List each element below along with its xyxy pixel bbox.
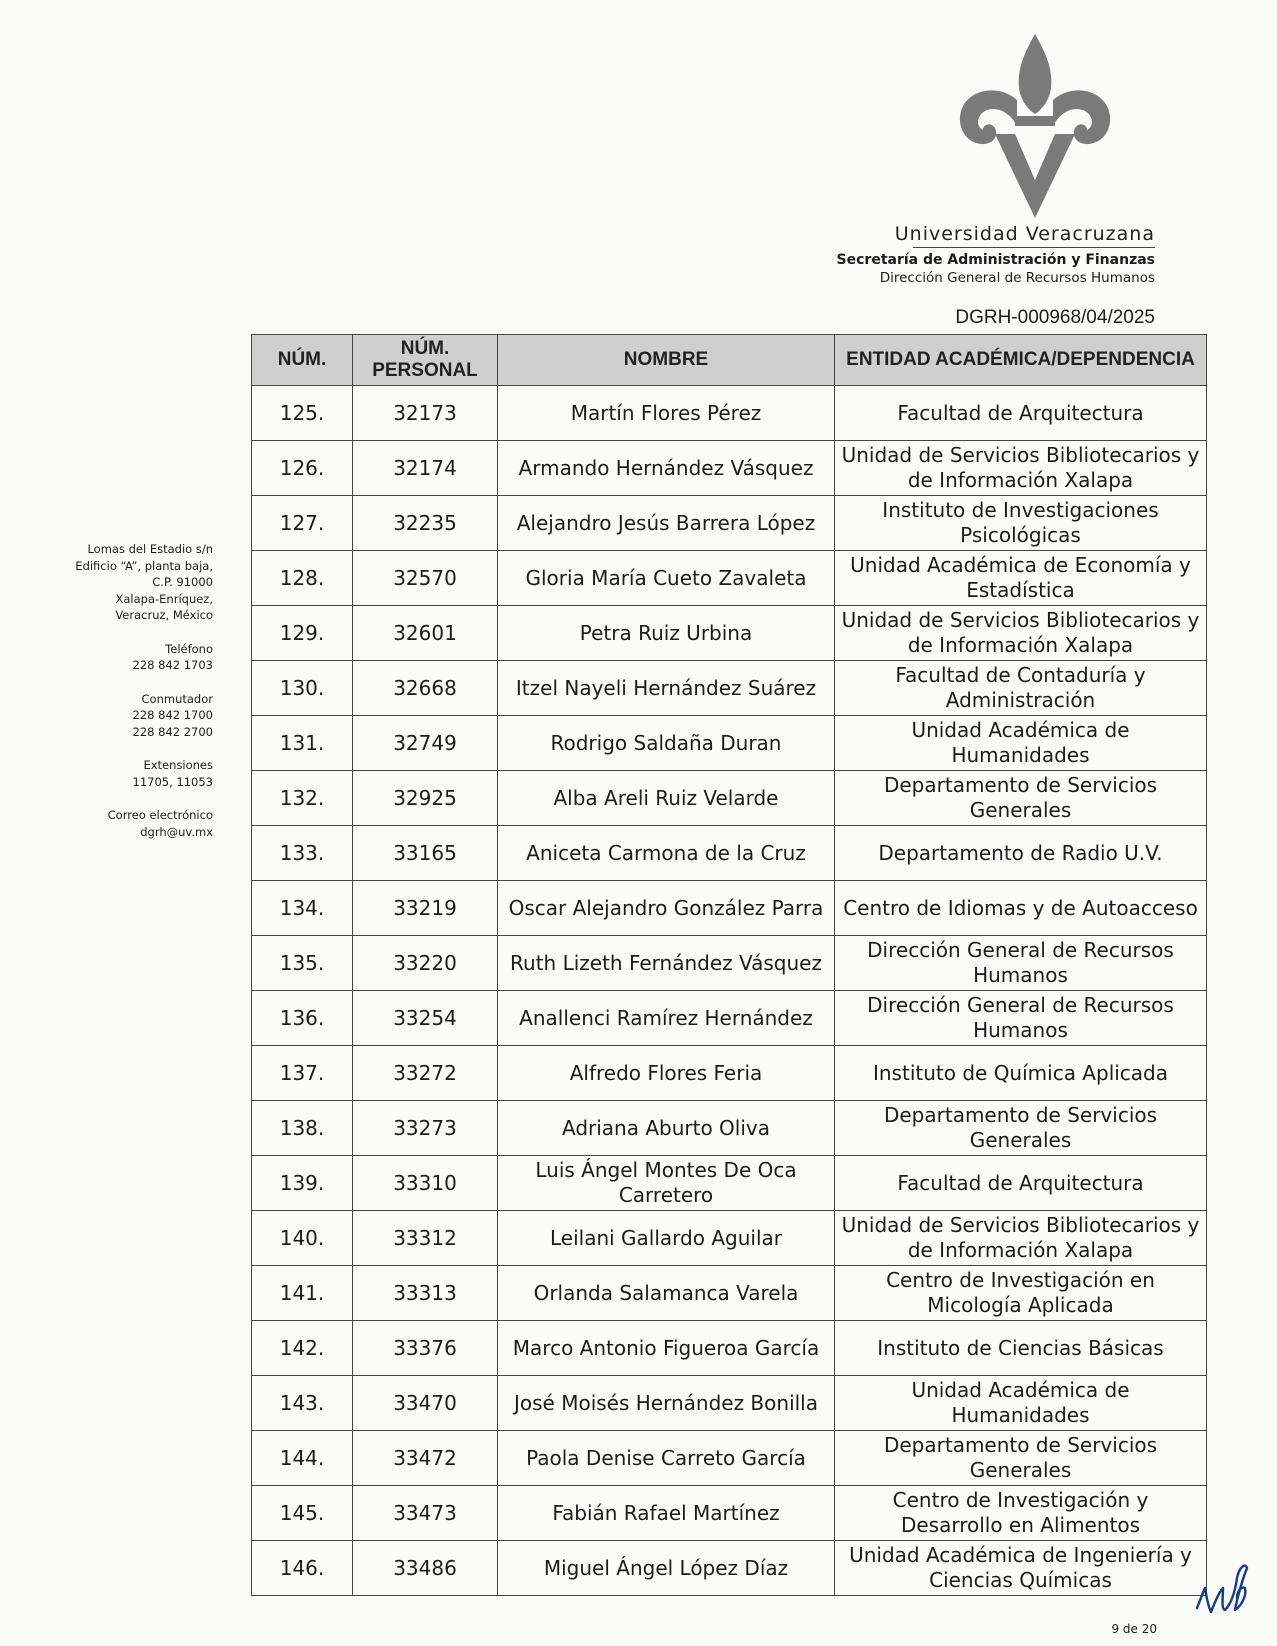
cell-nombre: Alba Areli Ruiz Velarde [498,771,835,826]
cell-nombre: Luis Ángel Montes De Oca Carretero [498,1156,835,1211]
table-row [252,1046,1207,1101]
cell-nombre: Paola Denise Carreto García [498,1431,835,1486]
cell-num: 128. [252,551,353,606]
cell-nombre: Orlanda Salamanca Varela [498,1266,835,1321]
table-row [252,771,1207,826]
cell-nombre: Armando Hernández Vásquez [498,441,835,496]
table-row [252,551,1207,606]
cell-nombre: José Moisés Hernández Bonilla [498,1376,835,1431]
cell-nombre: Anallenci Ramírez Hernández [498,991,835,1046]
header-divider [913,247,1155,248]
cell-entidad: Departamento de Servicios Generales [835,1431,1207,1486]
table-row [252,496,1207,551]
cell-personal: 33273 [353,1101,498,1156]
cell-entidad: Unidad de Servicios Bibliotecarios y de Información Xalapa [835,441,1207,496]
table-row [252,386,1207,441]
cell-nombre: Alejandro Jesús Barrera López [498,496,835,551]
table-row [252,1156,1207,1211]
cell-personal: 32235 [353,496,498,551]
table-row [252,441,1207,496]
cell-personal: 33486 [353,1541,498,1596]
table-row [252,1376,1207,1431]
cell-num: 137. [252,1046,353,1101]
cell-nombre: Miguel Ángel López Díaz [498,1541,835,1596]
cell-entidad: Dirección General de Recursos Humanos [835,936,1207,991]
cell-personal: 32601 [353,606,498,661]
cell-entidad: Unidad de Servicios Bibliotecarios y de Información Xalapa [835,1211,1207,1266]
header-num-personal: NÚM. PERSONAL [353,335,498,386]
email-label: Correo electrónico [107,808,213,822]
cell-num: 132. [252,771,353,826]
cell-entidad: Facultad de Arquitectura [835,1156,1207,1211]
cell-num: 133. [252,826,353,881]
table-row [252,1486,1207,1541]
cell-entidad: Unidad Académica de Economía y Estadística [835,551,1207,606]
table-row [252,661,1207,716]
cell-num: 139. [252,1156,353,1211]
institution-name: Universidad Veracruzana [894,223,1155,245]
cell-entidad: Facultad de Contaduría y Administración [835,661,1207,716]
cell-num: 138. [252,1101,353,1156]
cell-nombre: Petra Ruiz Urbina [498,606,835,661]
cell-entidad: Unidad de Servicios Bibliotecarios y de Información Xalapa [835,606,1207,661]
cell-nombre: Gloria María Cueto Zavaleta [498,551,835,606]
table-row [252,1321,1207,1376]
email-block [40,807,213,840]
cell-entidad: Departamento de Servicios Generales [835,771,1207,826]
personnel-table [251,334,1207,1596]
cell-personal: 33272 [353,1046,498,1101]
cell-entidad: Dirección General de Recursos Humanos [835,991,1207,1046]
table-row [252,881,1207,936]
phone-block [40,641,213,674]
cell-entidad: Facultad de Arquitectura [835,386,1207,441]
table-row [252,991,1207,1046]
table-header-row [252,335,1207,386]
cell-personal: 33473 [353,1486,498,1541]
cell-nombre: Itzel Nayeli Hernández Suárez [498,661,835,716]
cell-num: 129. [252,606,353,661]
cell-personal: 32668 [353,661,498,716]
cell-nombre: Fabián Rafael Martínez [498,1486,835,1541]
cell-num: 140. [252,1211,353,1266]
table-row [252,1541,1207,1596]
cell-personal: 33310 [353,1156,498,1211]
cell-num: 131. [252,716,353,771]
header-entidad: ENTIDAD ACADÉMICA/DEPENDENCIA [835,335,1207,386]
cell-num: 127. [252,496,353,551]
cell-personal: 32925 [353,771,498,826]
directorate-name: Dirección General de Recursos Humanos [879,270,1155,286]
table-row [252,1431,1207,1486]
cell-personal: 33376 [353,1321,498,1376]
cell-entidad: Instituto de Investigaciones Psicológicas [835,496,1207,551]
cell-personal: 33472 [353,1431,498,1486]
cell-entidad: Instituto de Ciencias Básicas [835,1321,1207,1376]
table-row [252,936,1207,991]
switchboard-block [40,691,213,741]
phone-label: Teléfono [165,641,213,656]
cell-personal: 32173 [353,386,498,441]
cell-nombre: Leilani Gallardo Aguilar [498,1211,835,1266]
cell-num: 142. [252,1321,353,1376]
cell-personal: 33312 [353,1211,498,1266]
table-row [252,606,1207,661]
cell-personal: 33219 [353,881,498,936]
switchboard-number: 228 842 2700 [132,724,213,739]
cell-personal: 33165 [353,826,498,881]
university-logo [955,30,1115,220]
cell-nombre: Rodrigo Saldaña Duran [498,716,835,771]
header-num: NÚM. [252,335,353,386]
address-line: Xalapa-Enríquez, [115,591,213,606]
cell-personal: 32749 [353,716,498,771]
cell-entidad: Centro de Idiomas y de Autoacceso [835,881,1207,936]
cell-num: 130. [252,661,353,716]
address-line: Veracruz, México [115,608,213,622]
table-row [252,1211,1207,1266]
secretariat-name: Secretaría de Administración y Finanzas [836,252,1155,268]
cell-personal: 33313 [353,1266,498,1321]
email-value: dgrh@uv.mx [140,824,213,839]
cell-nombre: Adriana Aburto Oliva [498,1101,835,1156]
cell-entidad: Departamento de Servicios Generales [835,1101,1207,1156]
cell-personal: 33220 [353,936,498,991]
cell-num: 135. [252,936,353,991]
cell-num: 134. [252,881,353,936]
cell-num: 126. [252,441,353,496]
cell-personal: 33254 [353,991,498,1046]
cell-personal: 33470 [353,1376,498,1431]
address-line: Lomas del Estadio s/n [87,542,213,556]
table-row [252,826,1207,881]
header-nombre: NOMBRE [498,335,835,386]
cell-num: 143. [252,1376,353,1431]
cell-entidad: Centro de Investigación y Desarrollo en Alimentos [835,1486,1207,1541]
extensions-value: 11705, 11053 [132,774,213,789]
table-body [252,386,1207,1596]
contact-sidebar [40,541,213,857]
switchboard-number: 228 842 1700 [132,708,213,722]
cell-nombre: Oscar Alejandro González Parra [498,881,835,936]
address-line: C.P. 91000 [152,575,213,589]
switchboard-label: Conmutador [141,691,213,706]
table-row [252,716,1207,771]
cell-nombre: Martín Flores Pérez [498,386,835,441]
cell-num: 136. [252,991,353,1046]
extensions-label: Extensiones [143,758,213,772]
cell-entidad: Centro de Investigación en Micología Aplicada [835,1266,1207,1321]
cell-nombre: Marco Antonio Figueroa García [498,1321,835,1376]
cell-entidad: Unidad Académica de Humanidades [835,716,1207,771]
cell-num: 146. [252,1541,353,1596]
table-row [252,1101,1207,1156]
address-line: Edificio “A”, planta baja, [75,558,213,573]
cell-num: 141. [252,1266,353,1321]
cell-entidad: Instituto de Química Aplicada [835,1046,1207,1101]
cell-num: 125. [252,386,353,441]
document-reference: DGRH-000968/04/2025 [955,307,1155,328]
cell-entidad: Unidad Académica de Humanidades [835,1376,1207,1431]
cell-nombre: Ruth Lizeth Fernández Vásquez [498,936,835,991]
cell-num: 145. [252,1486,353,1541]
handwritten-initials [1193,1548,1253,1628]
cell-entidad: Unidad Académica de Ingeniería y Ciencias Químicas [835,1541,1207,1596]
table-row [252,1266,1207,1321]
cell-nombre: Aniceta Carmona de la Cruz [498,826,835,881]
cell-num: 144. [252,1431,353,1486]
extensions-block [40,757,213,790]
cell-personal: 32570 [353,551,498,606]
cell-entidad: Departamento de Radio U.V. [835,826,1207,881]
address-block [40,541,213,624]
phone-number: 228 842 1703 [132,658,213,672]
page-number: 9 de 20 [1111,1622,1157,1636]
cell-nombre: Alfredo Flores Feria [498,1046,835,1101]
cell-personal: 32174 [353,441,498,496]
